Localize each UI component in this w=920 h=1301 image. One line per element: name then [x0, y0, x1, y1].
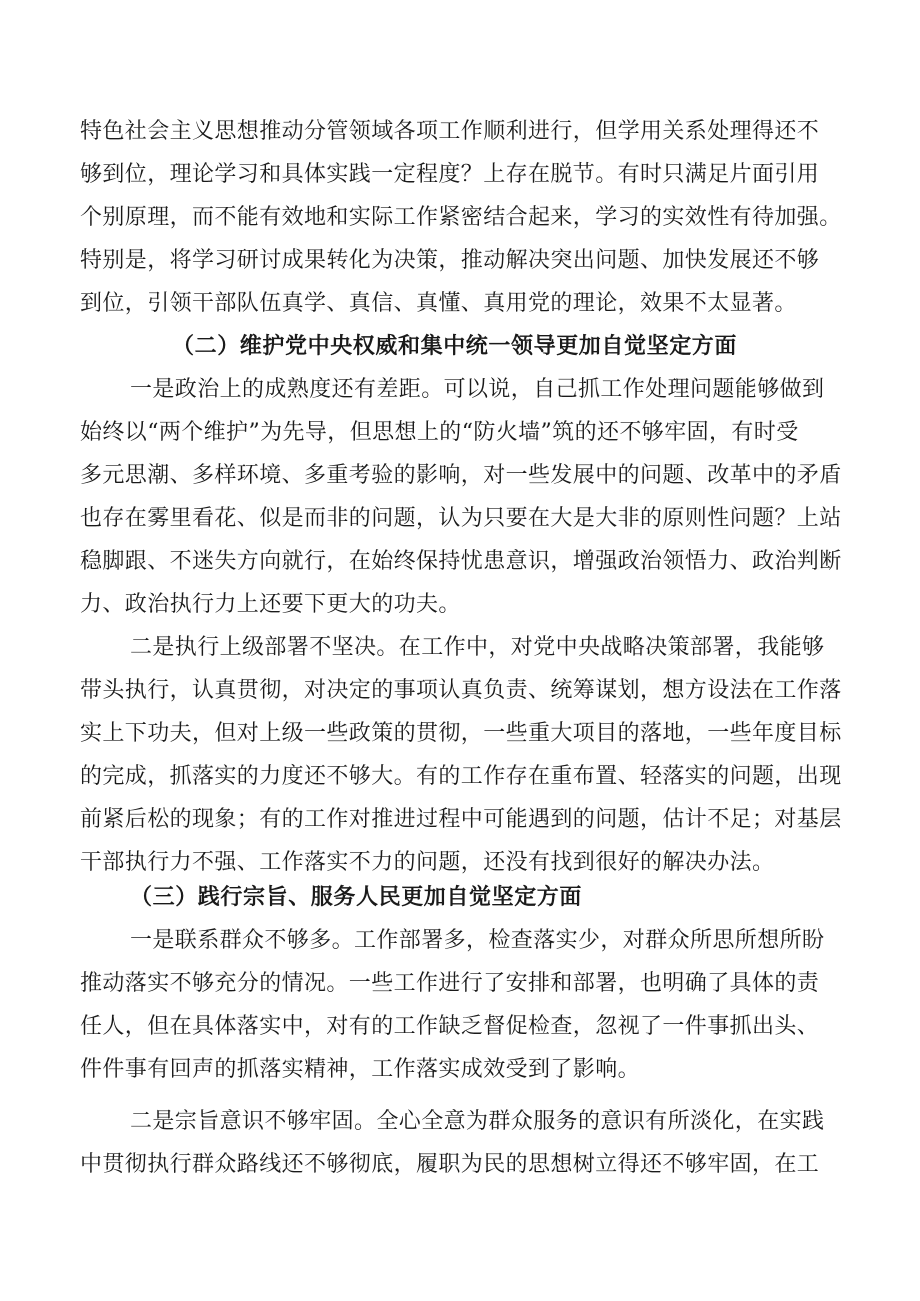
body-text-line: 带头执行，认真贯彻，对决定的事项认真负责、统筹谋划，想方设法在工作落 — [80, 678, 842, 703]
body-text-line: 的完成，抓落实的力度还不够大。有的工作存在重布置、轻落实的问题，出现 — [80, 764, 842, 789]
body-text-line: 特色社会主义思想推动分管领域各项工作顺利进行，但学用关系处理得还不 — [80, 119, 820, 144]
body-text-line: 特别是，将学习研讨成果转化为决策，推动解决突出问题、加快发展还不够 — [80, 248, 820, 273]
body-text-line: 始终以“两个维护”为先导，但思想上的“防火墙”筑的还不够牢固，有时受 — [80, 420, 799, 445]
body-text-line: 实上下功夫，但对上级一些政策的贯彻，一些重大项目的落地，一些年度目标 — [80, 721, 842, 746]
body-text-line: 多元思潮、多样环境、多重考验的影响，对一些发展中的问题、改革中的矛盾 — [80, 463, 842, 488]
paragraph-first-line: 二是执行上级部署不坚决。在工作中，对党中央战略决策部署，我能够 — [130, 635, 825, 660]
paragraph-first-line: 一是联系群众不够多。工作部署多，检查落实少，对群众所思所想所盼 — [130, 928, 825, 953]
body-text-line: 力、政治执行力上还要下更大的功夫。 — [80, 592, 461, 617]
body-text-line: 前紧后松的现象；有的工作对推进过程中可能遇到的问题，估计不足；对基层 — [80, 807, 842, 832]
body-text-line: 推动落实不够充分的情况。一些工作进行了安排和部署，也明确了具体的责 — [80, 971, 820, 996]
body-text-line: 稳脚跟、不迷失方向就行，在始终保持忧患意识，增强政治领悟力、政治判断 — [80, 549, 842, 574]
body-text-line: 到位，引领干部队伍真学、真信、真懂、真用党的理论，效果不太显著。 — [80, 291, 797, 316]
body-text-line: 个别原理，而不能有效地和实际工作紧密结合起来，学习的实效性有待加强。 — [80, 205, 842, 230]
body-text-line: 中贯彻执行群众路线还不够彻底，履职为民的思想树立得还不够牢固，在工 — [80, 1152, 820, 1177]
body-text-line: 件件事有回声的抓落实精神，工作落实成效受到了影响。 — [80, 1057, 641, 1082]
body-text-line: 任人，但在具体落实中，对有的工作缺乏督促检查，忽视了一件事抓出头、 — [80, 1014, 820, 1039]
body-text-line: 也存在雾里看花、似是而非的问题，认为只要在大是大非的原则性问题？上站 — [80, 506, 842, 531]
paragraph-first-line: 一是政治上的成熟度还有差距。可以说，自己抓工作处理问题能够做到 — [130, 377, 825, 402]
section-heading-3: （三）践行宗旨、服务人民更加自觉坚定方面 — [130, 885, 583, 910]
body-text-line: 干部执行力不强、工作落实不力的问题，还没有找到很好的解决办法。 — [80, 850, 775, 875]
paragraph-first-line: 二是宗旨意识不够牢固。全心全意为群众服务的意识有所淡化，在实践 — [130, 1109, 825, 1134]
body-text-line: 够到位，理论学习和具体实践一定程度？上存在脱节。有时只满足片面引用 — [80, 162, 820, 187]
section-heading-2: （二）维护党中央权威和集中统一领导更加自觉坚定方面 — [172, 334, 738, 359]
